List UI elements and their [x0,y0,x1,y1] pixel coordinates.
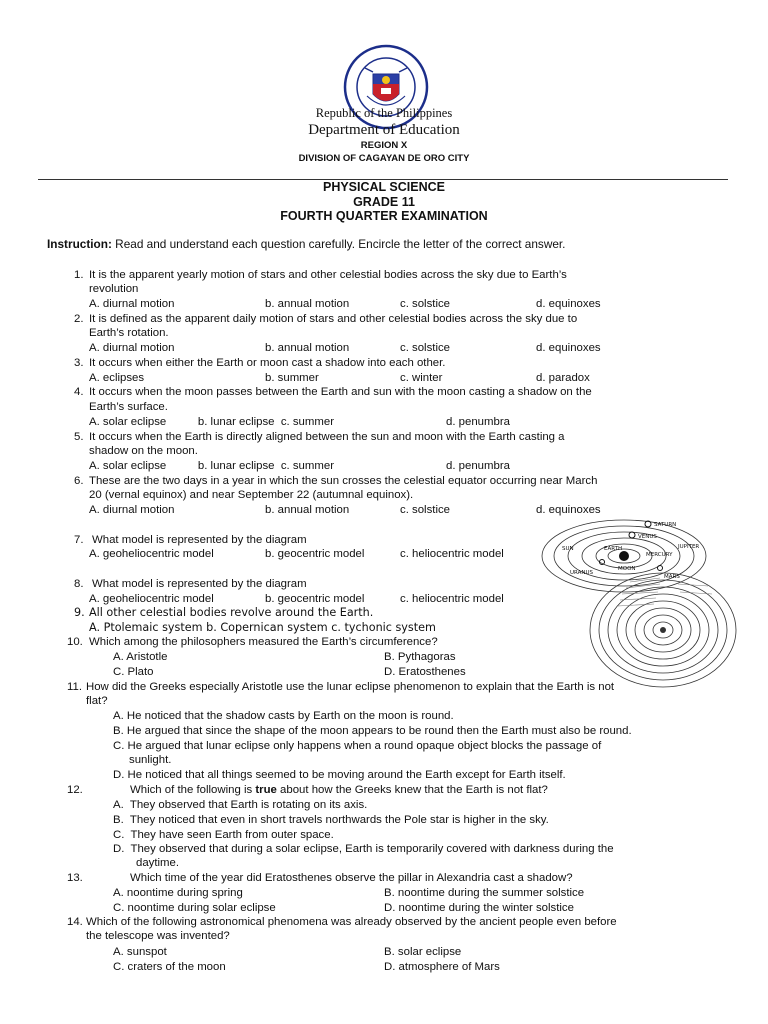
q12-option-c[interactable]: C. They have seen Earth from outer space. [113,829,334,841]
q8-number: 8. [74,578,84,590]
q11-stem-2: flat? [86,695,108,707]
q13-option-a[interactable]: A. noontime during spring [113,887,243,899]
q4-stem-2: Earth’s surface. [89,401,168,413]
diagram-label-sun: SUN [562,546,574,552]
q12-stem [130,783,548,797]
q3-stem: It occurs when either the Earth or moon cast a shadow into each other. [89,357,446,369]
diagram-label-saturn: SATURN [654,522,677,528]
q4-option-d[interactable]: d. penumbra [446,416,510,428]
q5-options-abc[interactable]: A. solar eclipse b. lunar eclipse c. summer [89,460,334,472]
q11-option-a[interactable]: A. He noticed that the shadow casts by Earth on the moon is round. [113,710,454,722]
q8-option-c[interactable]: c. heliocentric model [400,593,504,605]
geocentric-diagram [588,570,738,690]
q8-option-b[interactable]: b. geocentric model [265,593,365,605]
q12-option-d[interactable]: D. They observed that during a solar eclipse, Earth is temporarily covered with darkness during the [113,843,614,855]
q7-option-c[interactable]: c. heliocentric model [400,548,504,560]
q1-number: 1. [74,269,84,281]
q1-option-d[interactable]: d. equinoxes [536,298,601,310]
q3-option-a[interactable]: A. eclipses [89,372,145,384]
q5-number: 5. [74,431,84,443]
q2-number: 2. [74,313,84,325]
q1-stem-2: revolution [89,283,139,295]
q10-option-a[interactable]: A. Aristotle [113,651,168,663]
q4-options-abc[interactable]: A. solar eclipse b. lunar eclipse c. summer [89,416,334,428]
q14-stem-2: the telescope was invented? [86,930,230,942]
q9-stem: All other celestial bodies revolve around the Earth. [89,606,374,619]
q11-option-d[interactable]: D. He noticed that all things seemed to be moving around the Earth except for Earth itself. [113,769,566,781]
subject-title: PHYSICAL SCIENCE [322,180,445,194]
region-line: REGION X [360,140,408,151]
q2-option-c[interactable]: c. solstice [400,342,451,354]
q6-stem: These are the two days in a year in which the sun crosses the celestial equator occurring near March [89,475,598,487]
q14-option-c[interactable]: C. craters of the moon [113,961,226,973]
q6-number: 6. [74,475,84,487]
q7-option-a[interactable]: A. geoheliocentric model [89,548,214,560]
diagram-label-mars: MARS [664,574,680,580]
diagram-label-earth: EARTH [604,546,623,552]
q11-option-b[interactable]: B. He argued that since the shape of the moon appears to be round then the Earth must also be round. [113,725,632,737]
q12-option-a[interactable]: A. They observed that Earth is rotating on its axis. [113,799,368,811]
republic-line: Republic of the Philippines [315,106,453,120]
q11-stem: How did the Greeks especially Aristotle use the lunar eclipse phenomenon to explain that the Earth is not [86,681,615,693]
q9-options[interactable]: A. Ptolemaic system b. Copernican system c. tychonic system [89,621,436,634]
instruction-label: Instruction: [47,237,112,251]
q5-stem-2: shadow on the moon. [89,445,198,457]
instruction [47,237,565,251]
q14-number: 14. [67,916,83,928]
q7-stem: What model is represented by the diagram [92,534,307,546]
q10-option-d[interactable]: D. Eratosthenes [384,666,466,678]
q10-stem: Which among the philosophers measured the Earth’s circumference? [89,636,438,648]
diagram-label-jupiter: JUPITER [678,544,700,550]
q6-stem-2: 20 (vernal equinox) and near September 22 (autumnal equinox). [89,489,414,501]
department-line: Department of Education [308,122,460,138]
q14-stem: Which of the following astronomical phenomena was already observed by the ancient people even before [86,916,617,928]
q8-stem: What model is represented by the diagram [92,578,307,590]
diagram-label-uranus: URANUS [570,570,594,576]
q14-option-a[interactable]: A. sunspot [113,946,167,958]
q12-option-b[interactable]: B. They noticed that even in short travels northwards the Pole star is higher in the sky. [113,814,549,826]
diagram-label-venus: VENUS [638,534,657,540]
q10-option-c[interactable]: C. Plato [113,666,154,678]
q14-option-b[interactable]: B. solar eclipse [384,946,462,958]
q6-option-a[interactable]: A. diurnal motion [89,504,175,516]
q12-stem-post: about how the Greeks knew that the Earth is not flat? [276,784,548,796]
diagram-label-mercury: MERCURY [646,552,673,558]
q2-stem: It is defined as the apparent daily motion of stars and other celestial bodies across the sky due to [89,313,578,325]
q13-number: 13. [67,872,83,884]
q3-option-c[interactable]: c. winter [400,372,443,384]
q3-number: 3. [74,357,84,369]
q2-option-a[interactable]: A. diurnal motion [89,342,175,354]
exam-title: FOURTH QUARTER EXAMINATION [280,209,488,223]
q9-number: 9. [74,606,85,619]
q13-option-c[interactable]: C. noontime during solar eclipse [113,902,276,914]
q3-option-b[interactable]: b. summer [265,372,319,384]
q6-option-c[interactable]: c. solstice [400,504,451,516]
q7-option-b[interactable]: b. geocentric model [265,548,365,560]
q11-option-c-2: sunlight. [129,754,172,766]
q2-option-d[interactable]: d. equinoxes [536,342,601,354]
q10-number: 10. [67,636,83,648]
q5-stem: It occurs when the Earth is directly aligned between the sun and moon with the Earth casting a [89,431,565,443]
grade-title: GRADE 11 [353,195,415,209]
q14-option-d[interactable]: D. atmosphere of Mars [384,961,500,973]
q10-option-b[interactable]: B. Pythagoras [384,651,456,663]
division-line: DIVISION OF CAGAYAN DE ORO CITY [298,153,470,164]
q12-number: 12. [67,784,83,796]
q11-number: 11. [67,681,82,693]
q7-number: 7. [74,534,84,546]
diagram-label-moon: MOON [618,566,636,572]
q8-option-a[interactable]: A. geoheliocentric model [89,593,214,605]
q13-stem: Which time of the year did Eratosthenes observe the pillar in Alexandria cast a shadow? [130,872,573,884]
q11-option-c[interactable]: C. He argued that lunar eclipse only happens when a round opaque object blocks the passage of [113,740,602,752]
q1-option-a[interactable]: A. diurnal motion [89,298,175,310]
q4-stem: It occurs when the moon passes between the Earth and sun with the moon casting a shadow on the [89,386,592,398]
q3-option-d[interactable]: d. paradox [536,372,590,384]
q1-option-c[interactable]: c. solstice [400,298,451,310]
q12-stem-true: true [255,784,277,796]
q6-option-d[interactable]: d. equinoxes [536,504,601,516]
q2-stem-2: Earth’s rotation. [89,327,169,339]
q1-option-b[interactable]: b. annual motion [265,298,350,310]
q1-stem: It is the apparent yearly motion of stars and other celestial bodies across the sky due to Earth’s [89,269,567,281]
q12-stem-pre: Which of the following is [130,784,256,796]
q2-option-b[interactable]: b. annual motion [265,342,350,354]
q6-option-b[interactable]: b. annual motion [265,504,350,516]
q13-option-d[interactable]: D. noontime during the winter solstice [384,902,574,914]
q4-number: 4. [74,386,84,398]
q12-option-d-2: daytime. [136,857,180,869]
q13-option-b[interactable]: B. noontime during the summer solstice [384,887,585,899]
instruction-text: Read and understand each question carefully. Encircle the letter of the correct answer. [115,237,566,251]
q5-option-d[interactable]: d. penumbra [446,460,510,472]
